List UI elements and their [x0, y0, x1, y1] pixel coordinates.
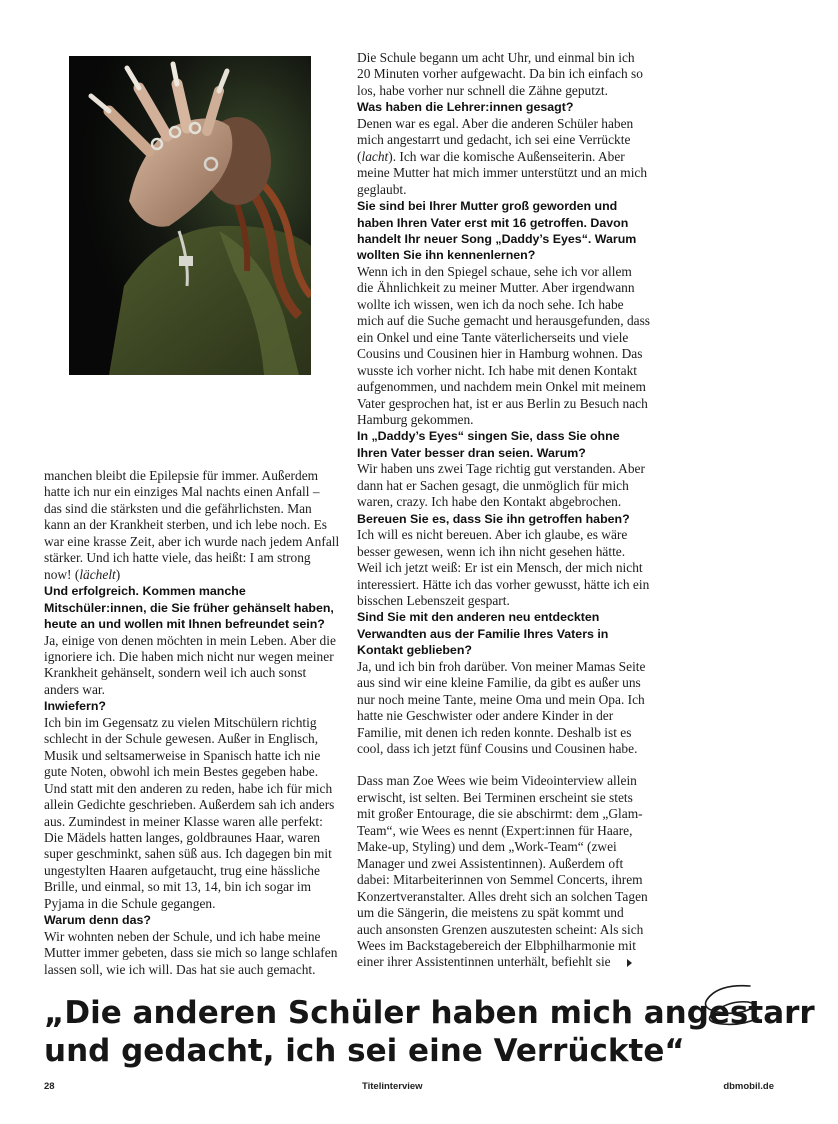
interview-question: In „Daddy’s Eyes“ singen Sie, dass Sie ohne Ihren Vater besser dran seien. Warum? [357, 429, 620, 460]
website-link: dbmobil.de [723, 1081, 774, 1092]
interview-question: Und erfolgreich. Kommen manche Mitschüler:innen, die Sie früher gehänselt haben, heute an und wollen mit Ihnen befreundet sein? [44, 584, 334, 632]
interview-question: Sind Sie mit den anderen neu entdeckten Verwandten aus der Familie Ihres Vaters in Kontakt geblieben? [357, 610, 609, 658]
section-name: Titelinterview [362, 1081, 423, 1092]
article-column-left [44, 468, 340, 978]
interview-question: Bereuen Sie es, dass Sie ihn getroffen haben? [357, 511, 630, 526]
interview-question: Sie sind bei Ihrer Mutter groß geworden und haben Ihren Vater erst mit 16 getroffen. Davon handelt Ihr neuer Song „Daddy’s Eyes“. Warum wollten Sie ihn kennenlernen? [357, 199, 637, 263]
body-paragraph: Dass man Zoe Wees wie beim Videointerview allein erwischt, ist selten. Bei Terminen erscheint sie stets mit großer Entourage, die sie abschirmt: dem „Glam-Team“, wie Wees es nennt (Expert:innen für Haare, Make-up, Styling) und dem „Work-Team“ (zwei Manager und zwei Assistentinnen). Außerdem oft dabei: Mitarbeiterinnen von Semmel Concerts, ihrem Konzertveranstalter. Alles dreht sich an solchen Tagen um die Sängerin, die meistens zu spät kommt und auch ansonsten Grenzen auszutesten scheint: Als sich Wees im Backstagebereich der Elbphilharmonie mit einer ihrer Assistentinnen unterhält, befiehlt sie [357, 773, 648, 970]
interview-question: Was haben die Lehrer:innen gesagt? [357, 100, 574, 115]
interview-answer: Wir haben uns zwei Tage richtig gut verstanden. Aber dann hat er Sachen gesagt, die unmöglich für mich waren, crazy. Ich habe den Kontakt abgebrochen. [357, 461, 645, 510]
page-number: 28 [44, 1081, 55, 1092]
body-paragraph: Die Schule begann um acht Uhr, und einmal bin ich 20 Minuten vorher aufgewacht. Da bin ich einfach so los, habe vorher nur schnell die Zähne geputzt. [357, 50, 643, 98]
photo-singer-illustration [69, 56, 311, 375]
pull-quote-line: „Die anderen Schüler haben mich angestarr [44, 995, 815, 1031]
article-photo [69, 56, 311, 375]
triangle-right-icon [627, 959, 632, 967]
interview-answer: Ich bin im Gegensatz zu vielen Mitschülern richtig schlecht in der Schule gewesen. Außer in Englisch, Musik und seltsamerweise in Spanisch hatte ich nie gute Noten, obwohl ich mein Bestes gegeben habe. Und statt mit den anderen zu reden, habe ich für mich allein Gedichte geschrieben. Außerdem sah ich anders aus. Zumindest in meiner Klasse waren alle perfekt: Die Mädels hatten langes, goldbraunes Haar, waren super geschminkt, sahen süß aus. Ich dagegen bin mit ungestylten Haaren aufgetaucht, trug eine hässliche Brille, und einmal, so mit 13, 14, bin ich sogar im Pyjama in die Schule gegangen. [44, 714, 335, 911]
pull-quote [44, 994, 815, 1070]
interview-answer: Wenn ich in den Spiegel schaue, sehe ich vor allem die Ähnlichkeit zu meiner Mutter. Aber irgendwann wollte ich wissen, wen ich da noch sehe. Ich habe mich auf die Suche gemacht und herausgefunden, dass ein Onkel und eine Tante väterlicherseits und viele Cousins und Cousinen hier in Hamburg wohnen. Das wusste ich vorher nicht. Ich habe mit denen Kontakt aufgenommen, und nachdem mein Onkel mit meinem Vater gesprochen hat, ist er aus Berlin zu Besuch nach Hamburg gekommen. [357, 263, 651, 427]
interview-question: Inwiefern? [44, 699, 106, 714]
interview-answer: Ja, einige von denen möchten in mein Leben. Aber die ignoriere ich. Die haben mich nicht nur wegen meiner Krankheit gehänselt, sondern weil ich auch sonst anders war. [44, 632, 336, 697]
ampersand-swash-icon [692, 982, 762, 1028]
body-paragraph: manchen bleibt die Epilepsie für immer. Außerdem hatte ich nur ein einziges Mal nachts einen Anfall – das sind die stärksten und die gefährlichsten. Man kann an der Krankheit sterben, und ich lebe noch. Es war eine krasse Zeit, aber ich wurde nach jedem Anfall stärker. Und ich hatte viele, das heißt: I am strong now! (lächelt) [44, 468, 340, 582]
interview-answer: Wir wohnten neben der Schule, und ich habe meine Mutter immer gebeten, dass sie mich so lange schlafen lassen soll, wie ich will. Das hat sie auch gemacht. [44, 928, 338, 977]
interview-answer: Ja, und ich bin froh darüber. Von meiner Mamas Seite aus sind wir eine kleine Familie, da gibt es außer uns nur noch meine Tante, meine Oma und mein Opa. Ich hatte nie Geschwister oder andere Kinder in der Familie, mit denen ich reden konnte. Deshalb ist es cool, dass ich jetzt fünf Cousins und Cousinen habe. [357, 658, 646, 757]
interview-answer: Denen war es egal. Aber die anderen Schüler haben mich angestarrt und gedacht, ich sei eine Verrückte (lacht). Ich war die komische Außenseiterin. Aber meine Mutter hat mich immer unterstützt und an mich geglaubt. [357, 115, 648, 197]
article-column-right [357, 50, 651, 971]
pull-quote-line: und gedacht, ich sei eine Verrückte“ [44, 1033, 685, 1069]
interview-answer: Ich will es nicht bereuen. Aber ich glaube, es wäre besser gewesen, wenn ich ihn nicht gesehen hätte. Weil ich jetzt weiß: Er ist ein Mensch, der mich nicht interessiert. Hätte ich das vorher gewusst, hätte ich ein bisschen Lebenszeit gespart. [357, 527, 650, 608]
interview-question: Warum denn das? [44, 913, 151, 928]
page-footer [44, 1081, 774, 1095]
